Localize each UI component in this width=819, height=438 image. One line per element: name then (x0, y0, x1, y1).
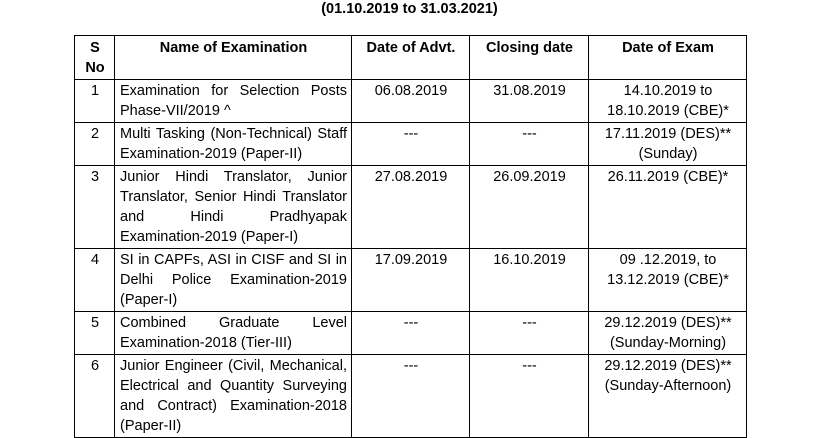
header-exam-date: Date of Exam (589, 36, 747, 80)
row-advt-date: 17.09.2019 (352, 249, 470, 312)
row-closing-date: 16.10.2019 (470, 249, 589, 312)
row-exam-name: Multi Tasking (Non-Technical) Staff Examination-2019 (Paper-II) (115, 123, 352, 166)
row-exam-name: Examination for Selection Posts Phase-VII/2019 ^ (115, 80, 352, 123)
calendar-period: (01.10.2019 to 31.03.2021) (321, 1, 498, 17)
row-exam-name: Junior Hindi Translator, Junior Translator, Senior Hindi Translator and Hindi Pradhyapak Examination-2019 (Paper-I) (115, 166, 352, 249)
row-exam-date: 17.11.2019 (DES)** (Sunday) (589, 123, 747, 166)
header-advt-date: Date of Advt. (352, 36, 470, 80)
header-sno: S No (75, 36, 115, 80)
table-row (75, 80, 747, 123)
table-row (75, 123, 747, 166)
row-exam-date: 26.11.2019 (CBE)* (589, 166, 747, 249)
table-header-row (75, 36, 747, 80)
row-closing-date: --- (470, 355, 589, 438)
row-exam-name: SI in CAPFs, ASI in CISF and SI in Delhi Police Examination-2019 (Paper-I) (115, 249, 352, 312)
table-row (75, 249, 747, 312)
row-advt-date: 06.08.2019 (352, 80, 470, 123)
row-sno: 5 (75, 312, 115, 355)
row-sno: 2 (75, 123, 115, 166)
table-row (75, 166, 747, 249)
row-closing-date: --- (470, 123, 589, 166)
row-exam-date: 29.12.2019 (DES)** (Sunday-Morning) (589, 312, 747, 355)
row-exam-date: 29.12.2019 (DES)** (Sunday-Afternoon) (589, 355, 747, 438)
row-closing-date: --- (470, 312, 589, 355)
row-sno: 6 (75, 355, 115, 438)
row-advt-date: --- (352, 312, 470, 355)
row-sno: 4 (75, 249, 115, 312)
row-exam-date: 09 .12.2019, to 13.12.2019 (CBE)* (589, 249, 747, 312)
row-exam-name: Combined Graduate Level Examination-2018 (Tier-III) (115, 312, 352, 355)
row-closing-date: 31.08.2019 (470, 80, 589, 123)
table-row (75, 312, 747, 355)
header-name: Name of Examination (115, 36, 352, 80)
row-sno: 1 (75, 80, 115, 123)
row-exam-date: 14.10.2019 to 18.10.2019 (CBE)* (589, 80, 747, 123)
row-advt-date: 27.08.2019 (352, 166, 470, 249)
row-advt-date: --- (352, 123, 470, 166)
examination-schedule-table (74, 35, 747, 438)
row-advt-date: --- (352, 355, 470, 438)
header-closing-date: Closing date (470, 36, 589, 80)
row-closing-date: 26.09.2019 (470, 166, 589, 249)
row-sno: 3 (75, 166, 115, 249)
row-exam-name: Junior Engineer (Civil, Mechanical, Electrical and Quantity Surveying and Contract) Examination-2018 (Paper-II) (115, 355, 352, 438)
table-row (75, 355, 747, 438)
